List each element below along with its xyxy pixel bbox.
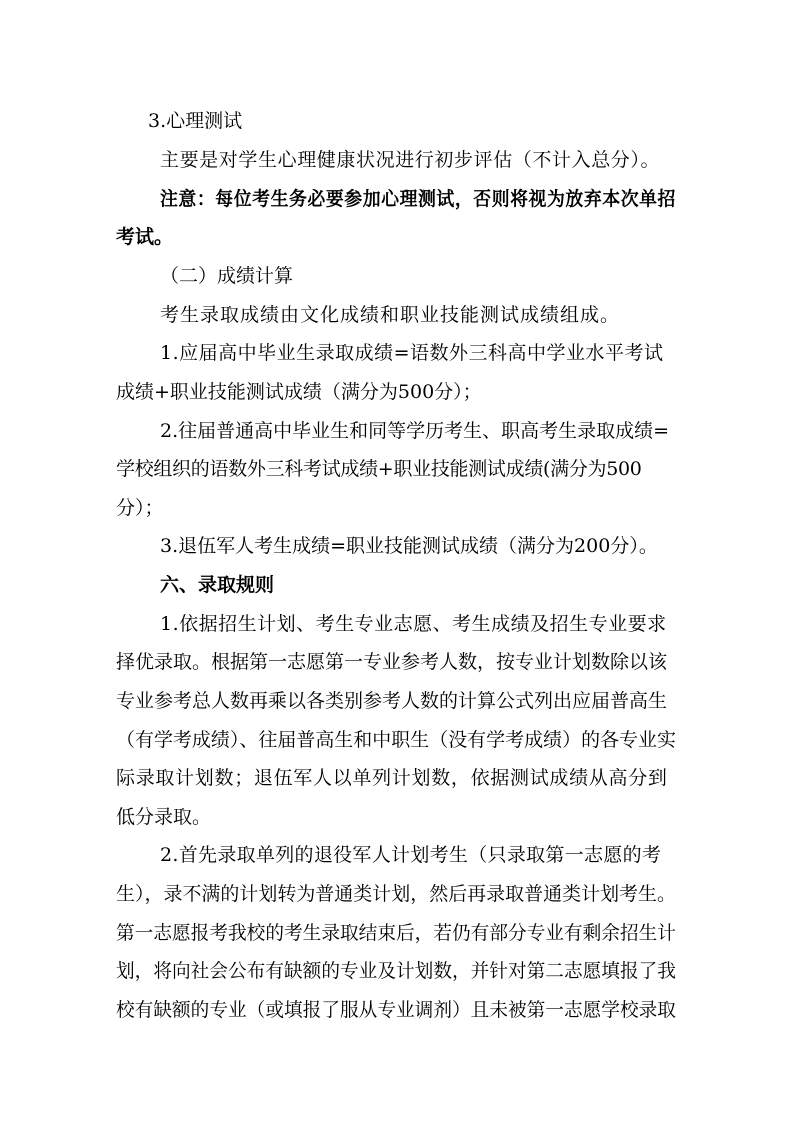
section-heading-score-calculation bbox=[0, 259, 793, 293]
paragraph-text: 专业参考总人数再乘以各类别参考人数的计算公式列出应届普高生 bbox=[116, 690, 668, 712]
paragraph-text: 考生录取成绩由文化成绩和职业技能测试成绩组成。 bbox=[160, 304, 621, 326]
list-item-current-graduates bbox=[0, 336, 793, 370]
paragraph bbox=[0, 298, 793, 332]
section-heading-text: 六、录取规则 bbox=[160, 574, 275, 596]
notice-text: 注意：每位考生务必要参加心理测试，否则将视为放弃本次单招 bbox=[160, 188, 676, 210]
paragraph-text: 学校组织的语数外三科考试成绩+职业技能测试成绩(满分为500 bbox=[116, 458, 642, 480]
paragraph-text: 主要是对学生心理健康状况进行初步评估（不计入总分）。 bbox=[160, 149, 661, 171]
section-heading-admission-rules bbox=[0, 568, 793, 602]
paragraph-text: 2.首先录取单列的退役军人计划考生（只录取第一志愿的考 bbox=[160, 844, 662, 866]
paragraph-text: 1.依据招生计划、考生专业志愿、考生成绩及招生专业要求 bbox=[160, 613, 667, 635]
list-item-rule-1-continued bbox=[0, 761, 793, 795]
paragraph-text: 际录取计划数；退伍军人以单列计划数，依据测试成绩从高分到 bbox=[116, 767, 668, 789]
list-item-psych-test bbox=[0, 104, 793, 138]
list-item-rule-1-continued bbox=[0, 684, 793, 718]
paragraph bbox=[0, 143, 793, 177]
paragraph-text: 分）； bbox=[116, 497, 164, 519]
list-item-rule-1-continued bbox=[0, 645, 793, 679]
list-item-previous-graduates bbox=[0, 414, 793, 448]
paragraph-text: 1.应届高中毕业生录取成绩=语数外三科高中学业水平考试 bbox=[160, 342, 664, 364]
notice-text: 考试。 bbox=[116, 226, 174, 248]
list-item-rule-2-continued bbox=[0, 877, 793, 911]
paragraph-text: 成绩+职业技能测试成绩（满分为500分）； bbox=[116, 381, 482, 403]
notice-paragraph bbox=[0, 182, 793, 216]
notice-paragraph-continued bbox=[0, 220, 793, 254]
list-item-rule-1-end bbox=[0, 800, 793, 834]
paragraph-text: 低分录取。 bbox=[116, 806, 212, 828]
list-item-current-graduates-continued bbox=[0, 375, 793, 409]
list-item-rule-1 bbox=[0, 607, 793, 641]
list-item-rule-1-continued bbox=[0, 723, 793, 757]
paragraph-text: 校有缺额的专业（或填报了服从专业调剂）且未被第一志愿学校录取 bbox=[116, 999, 676, 1021]
paragraph-text: 生），录不满的计划转为普通类计划，然后再录取普通类计划考生。 bbox=[116, 883, 677, 905]
list-item-rule-2 bbox=[0, 838, 793, 872]
section-heading-text: （二）成绩计算 bbox=[160, 265, 294, 287]
paragraph-text: 2.往届普通高中毕业生和同等学历考生、职高考生录取成绩= bbox=[160, 420, 670, 442]
paragraph-text: 择优录取。根据第一志愿第一专业参考人数，按专业计划数除以该 bbox=[116, 651, 668, 673]
paragraph-text: 3.退伍军人考生成绩=职业技能测试成绩（满分为200分）。 bbox=[160, 535, 658, 557]
paragraph-text: 第一志愿报考我校的考生录取结束后，若仍有部分专业有剩余招生计 bbox=[116, 922, 676, 944]
list-item-rule-2-continued bbox=[0, 954, 793, 988]
paragraph-text: 划，将向社会公布有缺额的专业及计划数，并针对第二志愿填报了我 bbox=[116, 960, 676, 982]
list-item-rule-2-continued bbox=[0, 916, 793, 950]
list-item-previous-graduates-end bbox=[0, 491, 793, 525]
list-item-veterans bbox=[0, 529, 793, 563]
list-item-rule-2-continued bbox=[0, 993, 793, 1027]
list-item-previous-graduates-continued bbox=[0, 452, 793, 486]
paragraph-text: 3.心理测试 bbox=[148, 110, 243, 132]
paragraph-text: （有学考成绩）、往届普高生和中职生（没有学考成绩）的各专业实 bbox=[116, 729, 677, 751]
